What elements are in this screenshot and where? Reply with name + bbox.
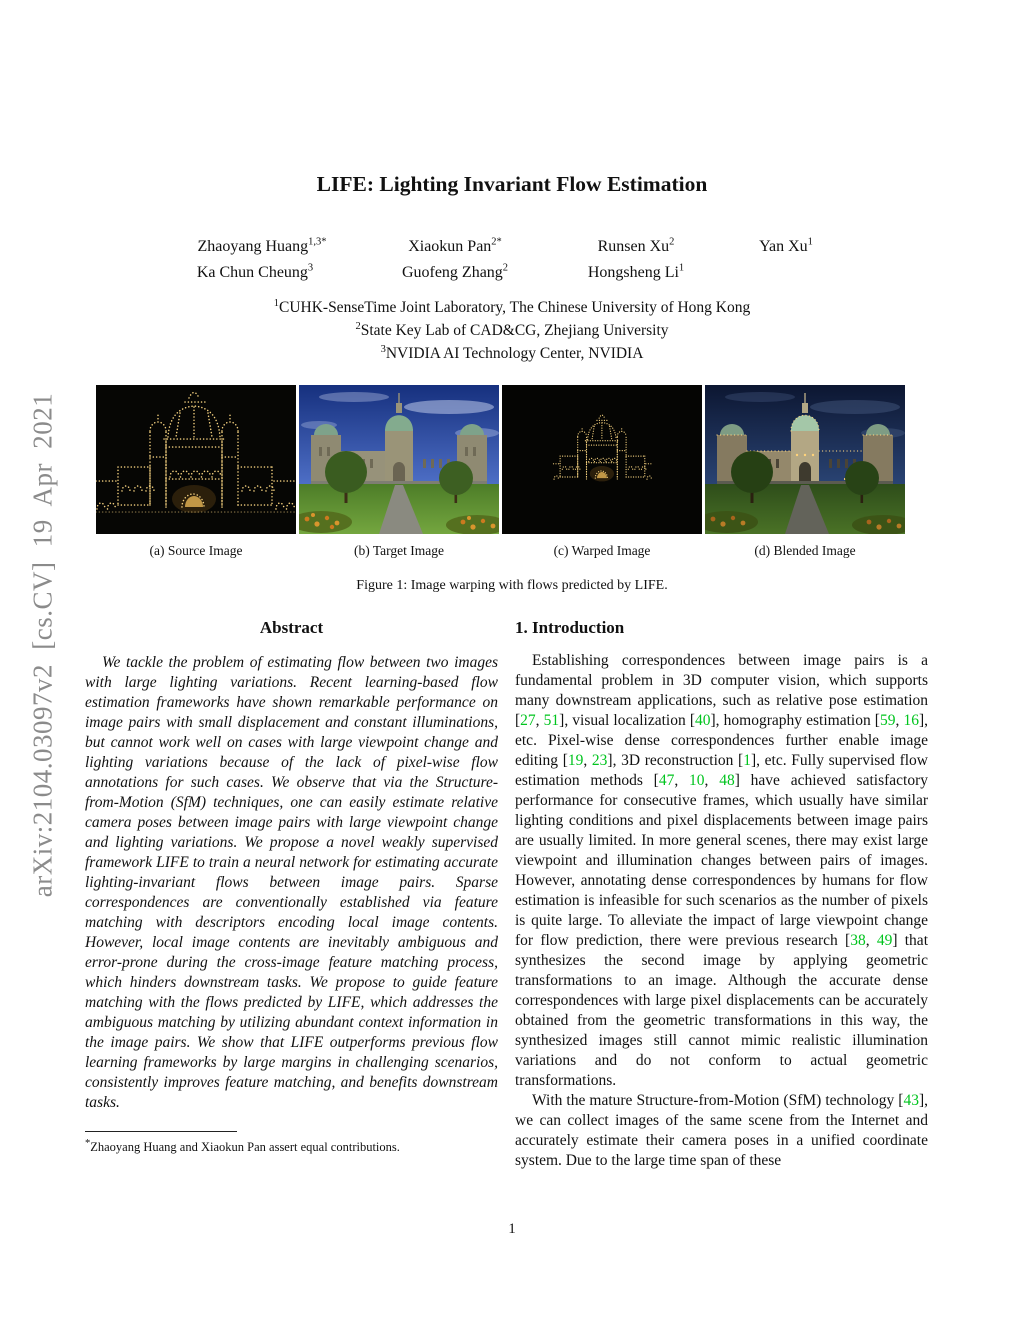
citation-link[interactable]: 10 [689, 772, 705, 789]
author-affil-sup: 1 [678, 262, 685, 274]
affiliation-sup: 3 [380, 343, 386, 355]
affiliation-text: CUHK-SenseTime Joint Laboratory, The Chinese University of Hong Kong [278, 299, 751, 316]
figure1 [96, 385, 905, 559]
figure1-warped-image [502, 385, 702, 534]
author [598, 238, 675, 256]
figure1-panel-b [299, 385, 499, 559]
entrance [799, 462, 811, 483]
figure1-caption-c: (c) Warped Image [553, 543, 651, 558]
figure1-main-caption: Figure 1: Image warping with flows predicted by LIFE. [356, 578, 668, 593]
author [197, 264, 313, 282]
introduction-column [515, 618, 928, 1171]
citation-link[interactable]: 19 [567, 752, 584, 769]
author-name: Ka Chun Cheung [196, 264, 308, 281]
footnote-text: Zhaoyang Huang and Xiaokun Pan assert equal contributions. [90, 1140, 400, 1154]
introduction-heading: 1. Introduction [515, 618, 625, 637]
citation-link[interactable]: 47 [658, 772, 675, 789]
citation-link[interactable]: 48 [719, 772, 735, 789]
citation-link[interactable]: 43 [903, 1092, 919, 1109]
affiliation [0, 319, 1024, 342]
citation-link[interactable]: 27 [520, 712, 536, 729]
author-name: Zhaoyang Huang [197, 238, 309, 255]
footnote-rule [85, 1131, 237, 1132]
author-affil-sup: 1,3* [308, 236, 327, 248]
figure1-blended-image [705, 385, 905, 534]
figure1-panel-d [705, 385, 905, 559]
abstract-body: We tackle the problem of estimating flow between two images with large lighting variations. Recent learning-based flow estimation frameworks have shown remarkable performance on image pairs with small displacement and constant illuminations, but cannot work well on cases with large viewpoint change and lighting variations because of the lack of pixel-wise flow annotations for such cases. We observe that via the Structure-from-Motion (SfM) techniques, one can easily estimate relative camera poses between image pairs with large viewpoint change and lighting variations. We propose a novel weakly supervised framework LIFE to train a neural network for estimating accurate lighting-invariant flows between image pairs. Sparse correspondences are conventionally established via feature matching with descriptors encoding local image contents. However, local image contents are inevitably ambiguous and error-prone during the cross-image feature matching process, which hinders downstream tasks. We propose to guide feature matching with the flows predicted by LIFE, which addresses the ambiguous matching by utilizing abundant context information in the image pairs. We show that LIFE outperforms previous flow learning frameworks by large margins in challenging scenarios, consistently improves feature matching, and benefits downstream tasks. [85, 654, 498, 1111]
figure1-caption-b: (b) Target Image [353, 543, 445, 558]
figure1-target-image [299, 385, 499, 534]
page-number: 1 [508, 1221, 516, 1237]
citation-link[interactable]: 38 [850, 932, 866, 949]
affiliation-text: State Key Lab of CAD&CG, Zhejiang University [360, 322, 669, 339]
author [588, 264, 684, 282]
citation-link[interactable]: 16 [903, 712, 919, 729]
author [759, 238, 813, 256]
abstract-column [85, 618, 498, 1157]
figure1-caption-d: (d) Blended Image [754, 543, 856, 558]
introduction-paragraph-2: With the mature Structure-from-Motion (SfM) technology [43], we can collect images of the same scene from the Internet and accurately estimate their camera poses in a unified coordinate system. Due to the large time span of these [515, 1092, 928, 1169]
author-affil-sup: 2 [669, 236, 675, 248]
affiliation-text: NVIDIA AI Technology Center, NVIDIA [385, 345, 644, 362]
citation-link[interactable]: 23 [591, 752, 608, 769]
author [197, 238, 326, 256]
author-affil-sup: 2 [502, 262, 509, 274]
author-row-1 [0, 238, 1024, 262]
figure1-source-image [96, 385, 296, 534]
citation-link[interactable]: 59 [879, 712, 896, 729]
affiliation-sup: 2 [355, 320, 361, 332]
entrance [393, 462, 405, 483]
author-row-2 [0, 264, 1024, 288]
author-name: Hongsheng Li [587, 264, 679, 281]
black-background [502, 385, 702, 534]
introduction-paragraph-1: Establishing correspondences between image pairs is a fundamental problem in 3D computer vision, which supports many downstream applications, such as relative pose estimation [27, 51], visual localization [40], homography estimation [59, 16], etc. Pixel-wise dense correspondences further enable image editing [19, 23], 3D reconstruction [1], etc. Fully supervised flow estimation methods [47, 10, 48] have achieved satisfactory performance for consecutive frames, which usually have similar lighting conditions and pixel displacements between image pairs are usually limited. In more general scenes, there may exist large viewpoint and illumination changes between pairs of images. However, annotating dense correspondences by humans for flow estimation is infeasible for such scenarios as the number of pixels is quite large. To alleviate the impact of large viewpoint change for flow prediction, there were previous research [38, 49] that synthesizes the second image by applying geometric transformations to an image. Although the accurate dense correspondences with large pixel displacements can be accurately obtained from the geometric transformations in this way, the synthesized images still cannot mimic realistic illumination variations and do not conform to actual geometric transformations. [515, 652, 928, 1089]
figure1-panel-a [96, 385, 296, 559]
citation-link[interactable]: 40 [695, 712, 711, 729]
footnote-marker: * [85, 1137, 91, 1149]
abstract-heading: Abstract [259, 618, 324, 637]
author-name: Runsen Xu [597, 238, 670, 255]
author-affil-sup: 2* [491, 236, 502, 248]
author [402, 264, 508, 282]
affiliation-sup: 1 [273, 297, 279, 309]
author-affil-sup: 3 [307, 262, 314, 274]
author [408, 238, 502, 256]
affiliation [0, 296, 1024, 319]
figure1-caption-a: (a) Source Image [149, 543, 243, 558]
citation-link[interactable]: 49 [876, 932, 893, 949]
affiliation [0, 342, 1024, 365]
footnote [85, 1131, 498, 1157]
paper-title: LIFE: Lighting Invariant Flow Estimation [316, 172, 708, 196]
author-name: Guofeng Zhang [401, 264, 503, 281]
citation-link[interactable]: 1 [743, 752, 751, 769]
affiliations [0, 296, 1024, 365]
citation-link[interactable]: 51 [543, 712, 560, 729]
figure1-panel-c [502, 385, 702, 559]
author-name: Yan Xu [759, 238, 808, 255]
author-name: Xiaokun Pan [408, 238, 492, 255]
arxiv-watermark: arXiv:2104.03097v2 [cs.CV] 19 Apr 2021 [27, 392, 58, 898]
author-affil-sup: 1 [807, 236, 813, 248]
